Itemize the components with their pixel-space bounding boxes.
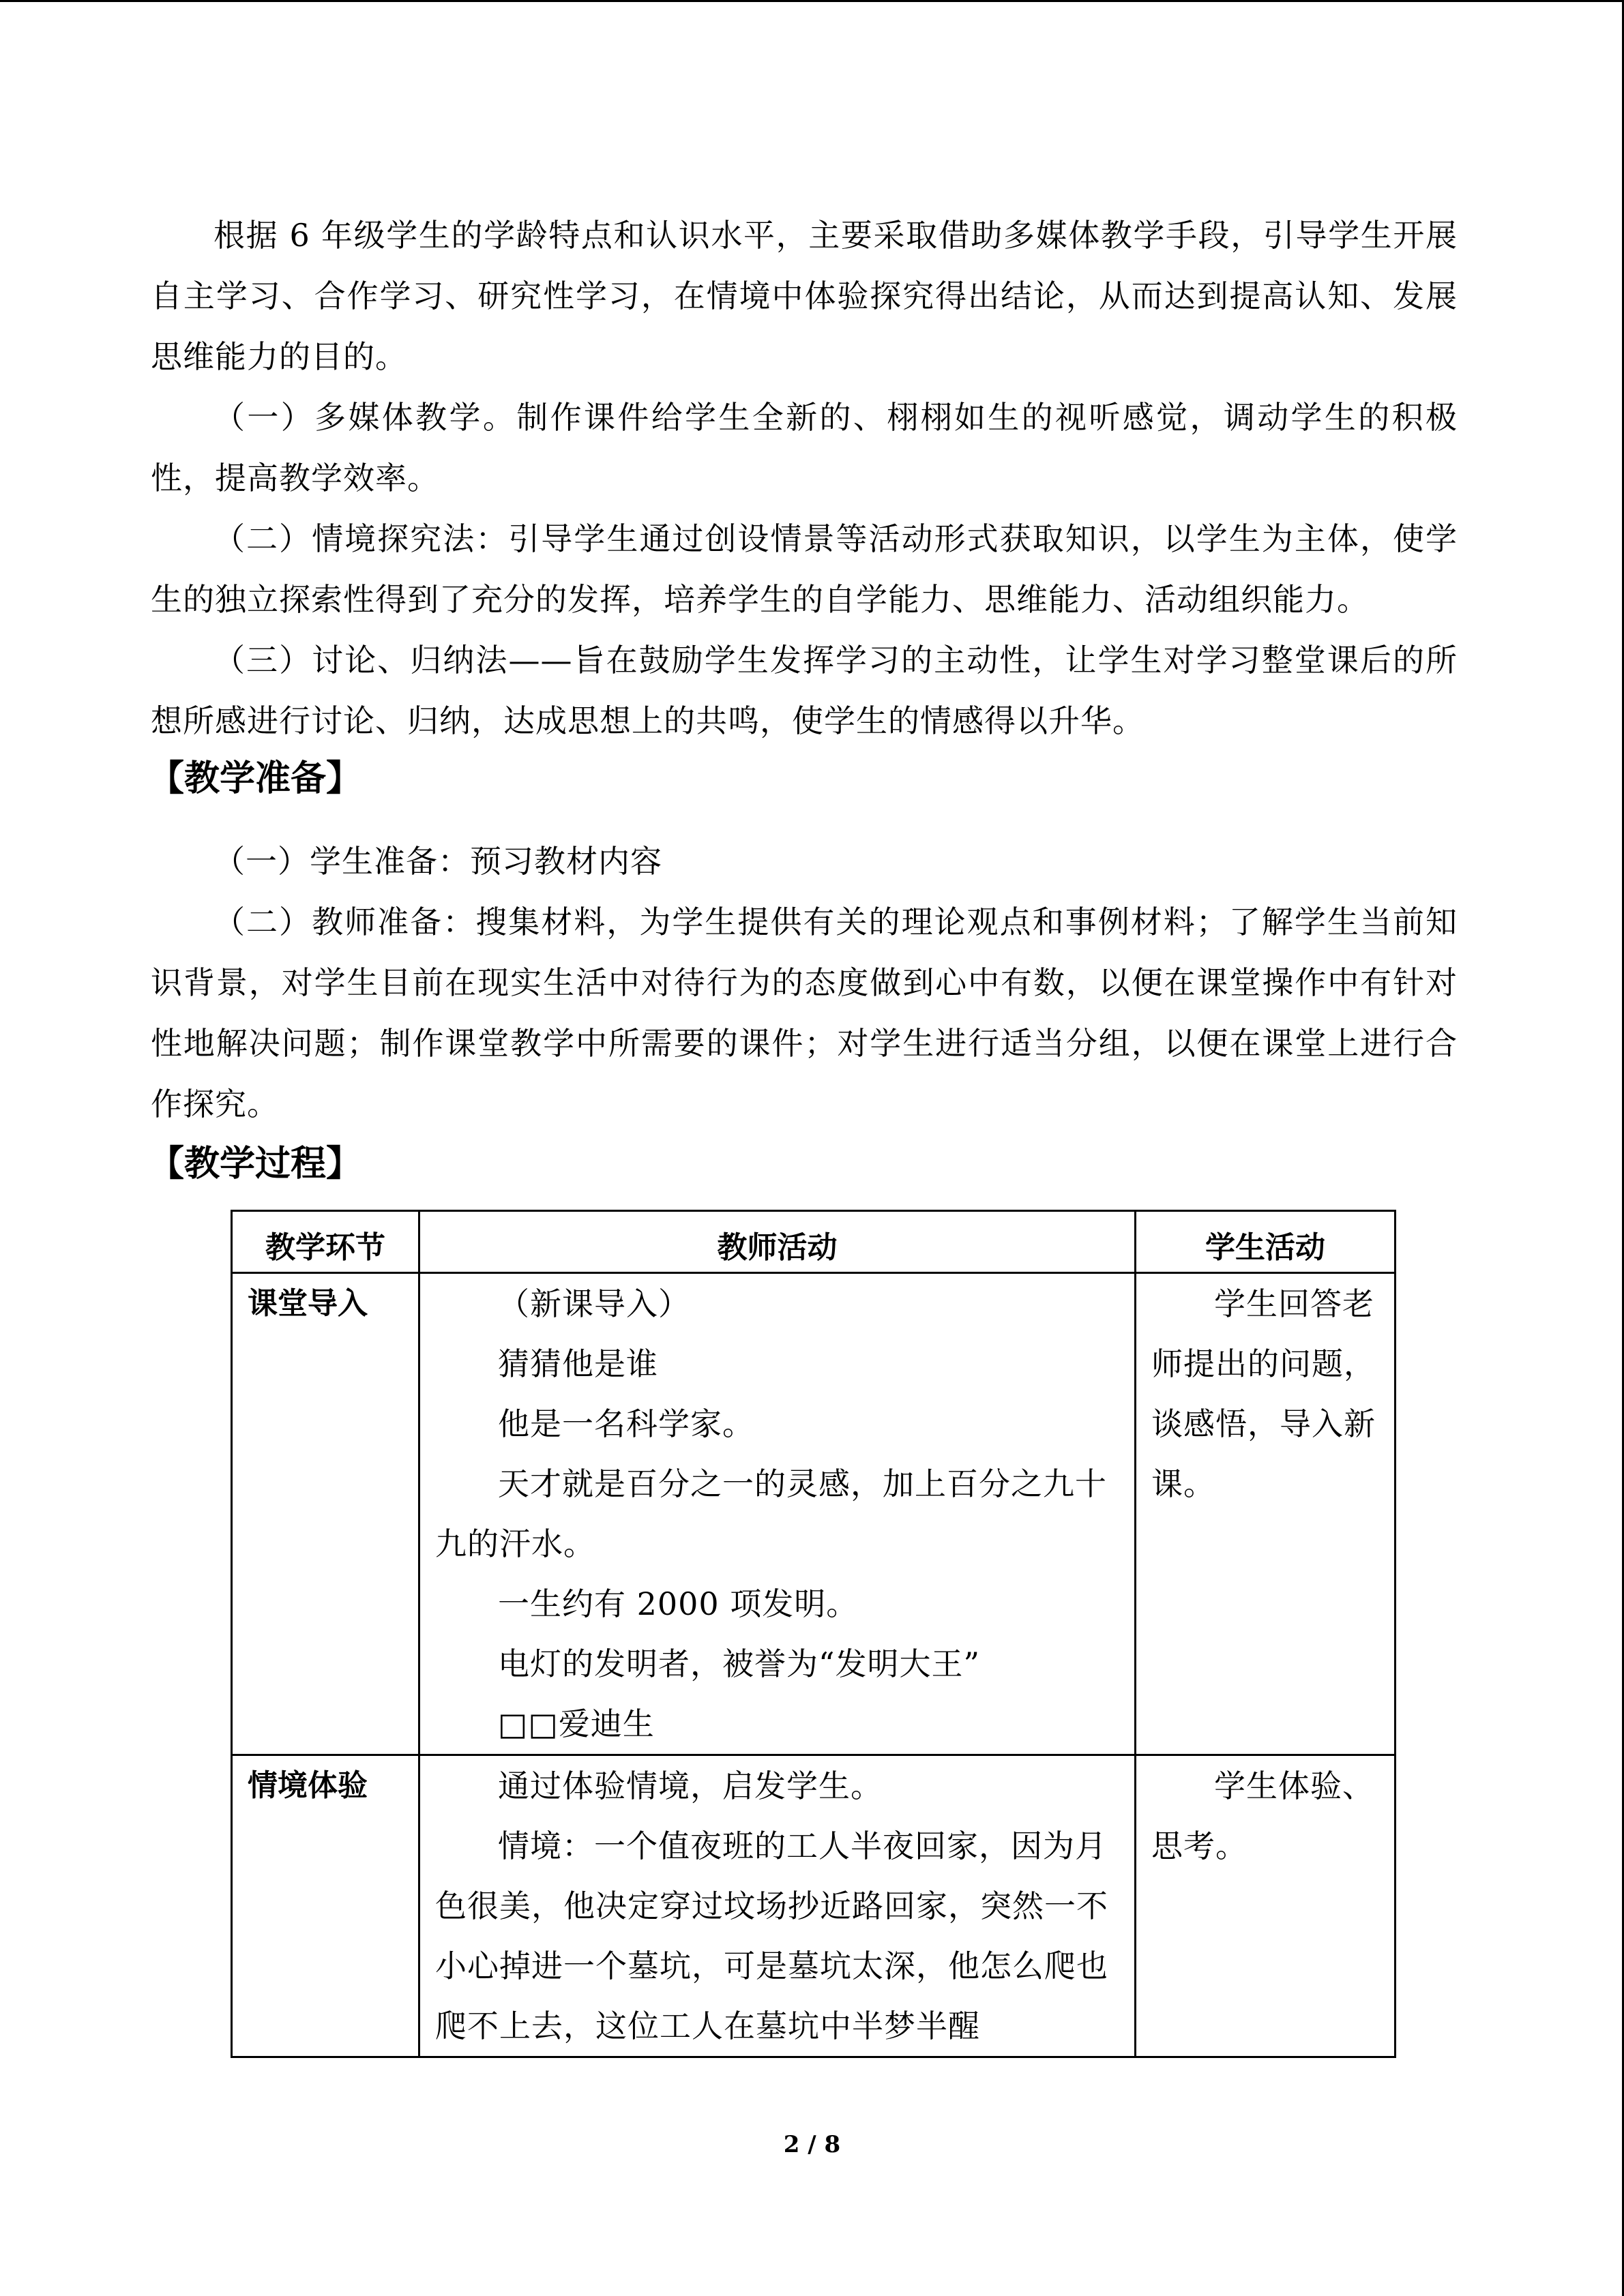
- page-top-border: [0, 0, 1624, 2]
- teacher-line: （新课导入）: [498, 1285, 690, 1322]
- section-name: 情境体验: [232, 1755, 419, 2057]
- header-section: 教学环节: [232, 1211, 419, 1273]
- student-activity-cell: [1136, 1273, 1396, 1755]
- teaching-process-table: [231, 1210, 1396, 2058]
- teacher-line: 一生约有 2000 项发明。: [498, 1585, 859, 1622]
- header-student-activity: 学生活动: [1136, 1211, 1396, 1273]
- prep-heading: 【教学准备】: [149, 758, 362, 799]
- teacher-line: 天才就是百分之一的灵感，加上百分之九十九的汗水。: [435, 1465, 1107, 1562]
- intro-paragraph-2: （一）多媒体教学。制作课件给学生全新的、栩栩如生的视听感觉，调动学生的积极性，提高教学效率。: [151, 399, 1458, 496]
- table-row: [232, 1755, 1396, 2057]
- teacher-line: 猜猜他是谁: [498, 1345, 658, 1382]
- teacher-line: □□爱迪生: [498, 1705, 655, 1742]
- teacher-line: 通过体验情境，启发学生。: [498, 1768, 883, 1804]
- prep-paragraph-2: （二）教师准备：搜集材料，为学生提供有关的理论观点和事例材料；了解学生当前知识背景，对学生目前在现实生活中对待行为的态度做到心中有数，以便在课堂操作中有针对性地解决问题；制作课堂教学中所需要的课件；对学生进行适当分组，以便在课堂上进行合作探究。: [151, 904, 1458, 1122]
- table-header-row: [232, 1211, 1396, 1273]
- student-text: 学生体验、思考。: [1151, 1768, 1374, 1864]
- intro-paragraph-1: 根据 6 年级学生的学龄特点和认识水平，主要采取借助多媒体教学手段，引导学生开展自主学习、合作学习、研究性学习，在情境中体验探究得出结论，从而达到提高认知、发展思维能力的目的。: [151, 217, 1458, 375]
- intro-paragraph-3: （二）情境探究法：引导学生通过创设情景等活动形式获取知识，以学生为主体，使学生的独立探索性得到了充分的发挥，培养学生的自学能力、思维能力、活动组织能力。: [151, 520, 1458, 618]
- teacher-line: 他是一名科学家。: [498, 1405, 754, 1442]
- teacher-line: 电灯的发明者，被誉为“发明大王”: [498, 1645, 981, 1682]
- student-activity-cell: [1136, 1755, 1396, 2057]
- teacher-line: 情境：一个值夜班的工人半夜回家，因为月色很美，他决定穿过坟场抄近路回家，突然一不小心掉进一个墓坑，可是墓坑太深，他怎么爬也爬不上去，这位工人在墓坑中半梦半醒: [435, 1828, 1108, 2044]
- student-text: 学生回答老师提出的问题，谈感悟，导入新课。: [1151, 1285, 1376, 1502]
- section-name: 课堂导入: [232, 1273, 419, 1755]
- intro-paragraph-4: （三）讨论、归纳法——旨在鼓励学生发挥学习的主动性，让学生对学习整堂课后的所想所感进行讨论、归纳，达成思想上的共鸣，使学生的情感得以升华。: [151, 642, 1458, 739]
- teacher-activity-cell: [419, 1755, 1136, 2057]
- table-row: [232, 1273, 1396, 1755]
- page-number: 2 / 8: [783, 2131, 841, 2158]
- header-teacher-activity: 教师活动: [419, 1211, 1136, 1273]
- prep-paragraph-1: （一）学生准备：预习教材内容: [213, 843, 662, 880]
- process-heading: 【教学过程】: [149, 1144, 362, 1184]
- teacher-activity-cell: [419, 1273, 1136, 1755]
